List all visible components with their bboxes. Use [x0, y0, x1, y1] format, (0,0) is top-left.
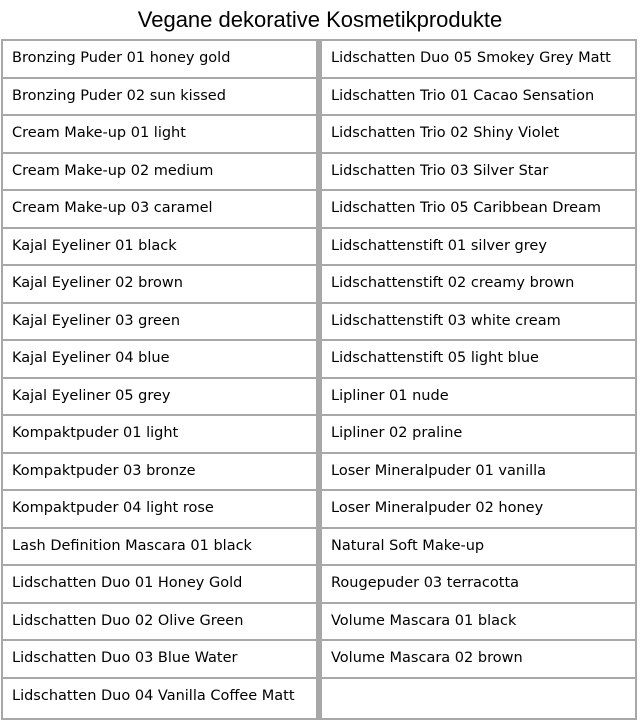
product-cell: Volume Mascara 02 brown: [322, 641, 635, 677]
product-cell: Cream Make-up 03 caramel: [3, 191, 316, 227]
product-column-left: [3, 41, 316, 718]
page-title: Vegane dekorative Kosmetikprodukte: [137, 7, 503, 32]
product-cell: Kajal Eyeliner 05 grey: [3, 379, 316, 415]
product-cell: Lidschatten Duo 04 Vanilla Coffee Matt: [3, 679, 316, 719]
product-cell: Lidschatten Duo 03 Blue Water: [3, 641, 316, 677]
product-cell: [322, 679, 635, 719]
product-cell: Lidschatten Duo 01 Honey Gold: [3, 566, 316, 602]
product-cell: Lidschatten Duo 05 Smokey Grey Matt: [322, 41, 635, 77]
product-cell: Kompaktpuder 03 bronze: [3, 454, 316, 490]
product-column-right: [322, 41, 635, 718]
product-cell: Lidschattenstift 03 white cream: [322, 304, 635, 340]
product-cell: Cream Make-up 02 medium: [3, 154, 316, 190]
product-cell: Loser Mineralpuder 01 vanilla: [322, 454, 635, 490]
product-cell: Loser Mineralpuder 02 honey: [322, 491, 635, 527]
product-cell: Kajal Eyeliner 03 green: [3, 304, 316, 340]
product-cell: Lidschatten Trio 01 Cacao Sensation: [322, 79, 635, 115]
product-cell: Lidschatten Trio 05 Caribbean Dream: [322, 191, 635, 227]
product-cell: Bronzing Puder 02 sun kissed: [3, 79, 316, 115]
product-cell: Kompaktpuder 04 light rose: [3, 491, 316, 527]
product-cell: Cream Make-up 01 light: [3, 116, 316, 152]
product-cell: Lash Definition Mascara 01 black: [3, 529, 316, 565]
product-cell: Kajal Eyeliner 02 brown: [3, 266, 316, 302]
product-cell: Volume Mascara 01 black: [322, 604, 635, 640]
product-cell: Lipliner 02 praline: [322, 416, 635, 452]
product-cell: Natural Soft Make-up: [322, 529, 635, 565]
product-cell: Lidschatten Trio 03 Silver Star: [322, 154, 635, 190]
product-cell: Kompaktpuder 01 light: [3, 416, 316, 452]
product-cell: Lidschattenstift 02 creamy brown: [322, 266, 635, 302]
product-cell: Lidschattenstift 05 light blue: [322, 341, 635, 377]
product-cell: Rougepuder 03 terracotta: [322, 566, 635, 602]
product-cell: Lidschattenstift 01 silver grey: [322, 229, 635, 265]
product-cell: Lidschatten Duo 02 Olive Green: [3, 604, 316, 640]
product-cell: Lipliner 01 nude: [322, 379, 635, 415]
product-table: [1, 39, 637, 720]
product-cell: Kajal Eyeliner 04 blue: [3, 341, 316, 377]
product-cell: Bronzing Puder 01 honey gold: [3, 41, 316, 77]
product-cell: Kajal Eyeliner 01 black: [3, 229, 316, 265]
product-cell: Lidschatten Trio 02 Shiny Violet: [322, 116, 635, 152]
